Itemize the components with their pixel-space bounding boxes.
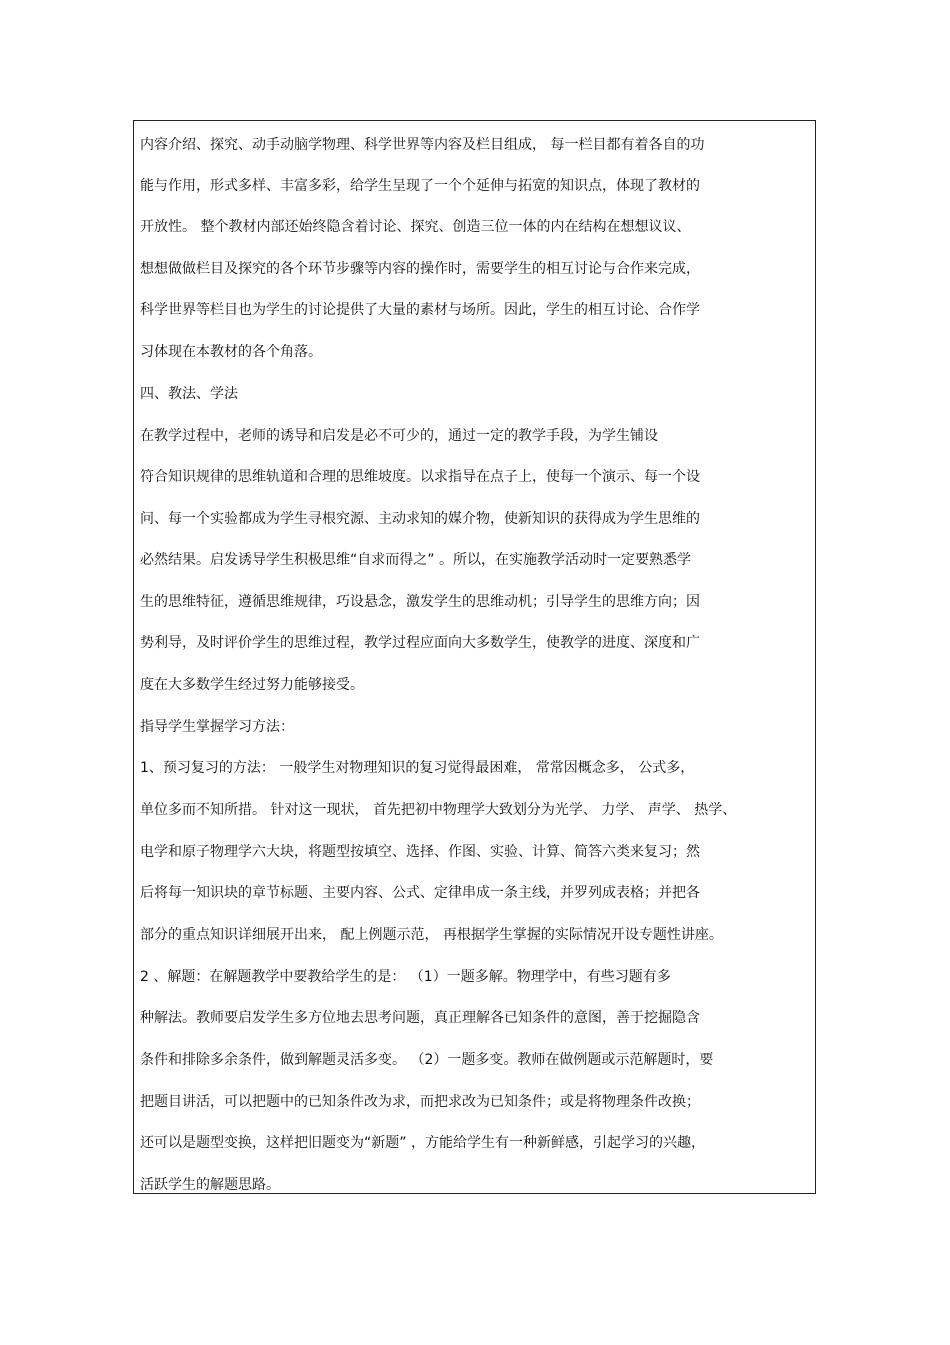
text-line: 条件和排除多余条件，做到解题灵活多变。 （2）一题多变。教师在做例题或示范解题时，要 — [140, 1052, 714, 1068]
text-line: 必然结果。启发诱导学生积极思维“自求而得之” 。所以，在实施教学活动时一定要熟悉学 — [140, 552, 691, 568]
text-line: 生的思维特征，遵循思维规律，巧设悬念，激发学生的思维动机；引导学生的思维方向；因 — [140, 594, 700, 610]
text-line: 习体现在本教材的各个角落。 — [140, 344, 322, 360]
text-line: 开放性。 整个教材内部还始终隐含着讨论、探究、创造三位一体的内在结构在想想议议、 — [140, 219, 691, 235]
text-line: 电学和原子物理学六大块，将题型按填空、选择、作图、实验、计算、简答六类来复习；然 — [140, 844, 700, 860]
page-border-box — [133, 120, 816, 1194]
text-line: 2 、解题：在解题教学中要教给学生的是： （1）一题多解。物理学中，有些习题有多 — [140, 969, 671, 985]
text-line: 1、预习复习的方法： 一般学生对物理知识的复习觉得最困难， 常常因概念多， 公式多， — [140, 760, 695, 776]
text-line: 问、每一个实验都成为学生寻根究源、主动求知的媒介物，使新知识的获得成为学生思维的 — [140, 511, 700, 527]
text-line: 能与作用，形式多样、丰富多彩，给学生呈现了一个个延伸与拓宽的知识点，体现了教材的 — [140, 178, 700, 194]
text-line: 在教学过程中，老师的诱导和启发是必不可少的，通过一定的教学手段，为学生铺设 — [140, 428, 658, 444]
text-line: 度在大多数学生经过努力能够接受。 — [140, 677, 364, 693]
text-line: 势利导，及时评价学生的思维过程，教学过程应面向大多数学生，使教学的进度、深度和广 — [140, 635, 700, 651]
section-heading: 四、教法、学法 — [140, 386, 238, 402]
text-line: 指导学生掌握学习方法： — [140, 719, 294, 735]
text-line: 符合知识规律的思维轨道和合理的思维坡度。以求指导在点子上，使每一个演示、每一个设 — [140, 469, 700, 485]
text-line: 想想做做栏目及探究的各个环节步骤等内容的操作时，需要学生的相互讨论与合作来完成， — [140, 261, 700, 277]
text-line: 活跃学生的解题思路。 — [140, 1177, 280, 1193]
text-line: 还可以是题型变换，这样把旧题变为“新题” ，方能给学生有一种新鲜感，引起学习的兴趣， — [140, 1135, 705, 1151]
text-line: 后将每一知识块的章节标题、主要内容、公式、定律串成一条主线，并罗列成表格；并把各 — [140, 885, 700, 901]
text-line: 种解法。教师要启发学生多方位地去思考问题，真正理解各已知条件的意图，善于挖掘隐含 — [140, 1010, 700, 1026]
text-line: 把题目讲活，可以把题中的已知条件改为求，而把求改为已知条件；或是将物理条件改换； — [140, 1094, 700, 1110]
text-line: 部分的重点知识详细展开出来， 配上例题示范， 再根据学生掌握的实际情况开设专题性讲座。 — [140, 927, 723, 943]
text-line: 内容介绍、探究、动手动脑学物理、科学世界等内容及栏目组成， 每一栏目都有着各自的功 — [140, 137, 705, 153]
text-line: 单位多而不知所措。 针对这一现状， 首先把初中物理学大致划分为光学、 力学、 声学、 热学、 — [140, 802, 737, 818]
text-line: 科学世界等栏目也为学生的讨论提供了大量的素材与场所。因此，学生的相互讨论、合作学 — [140, 302, 700, 318]
